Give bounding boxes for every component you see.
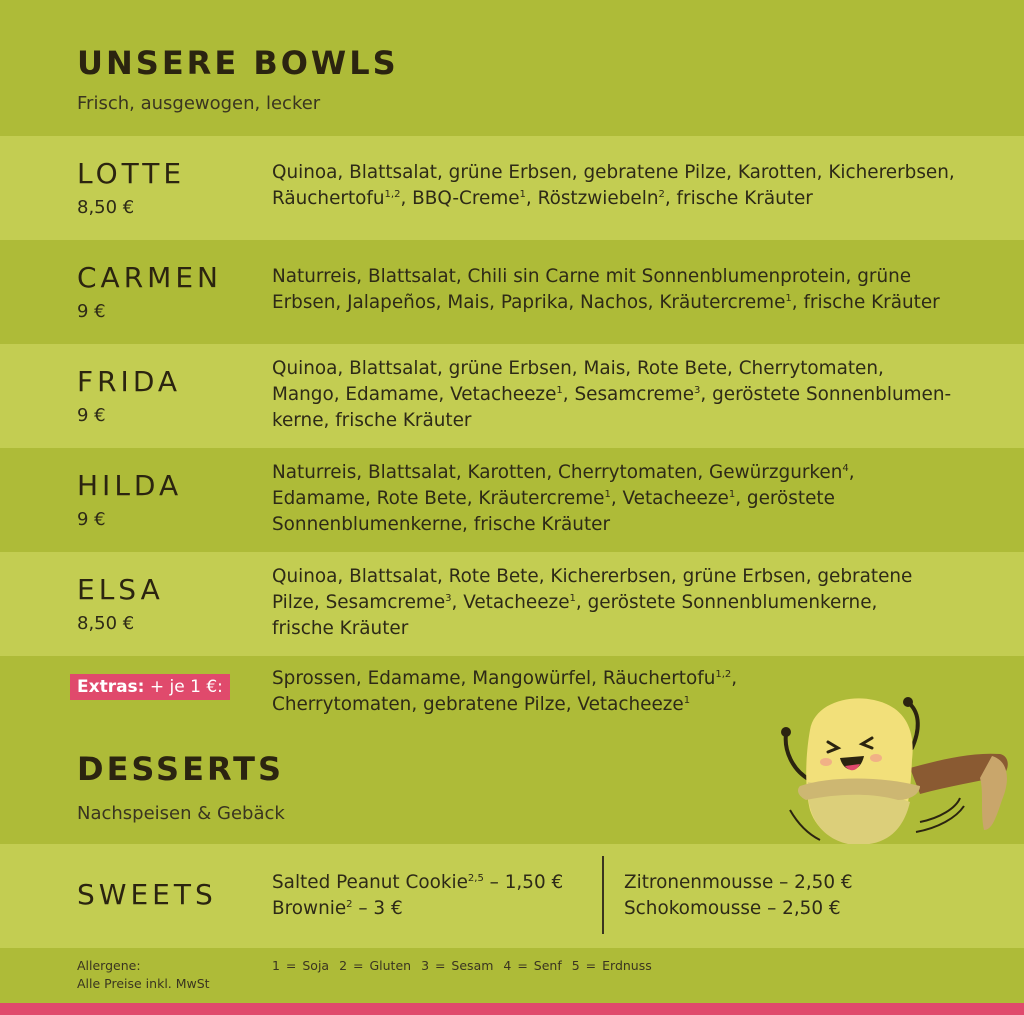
text-segment: kerne, frische Kräuter [272,410,472,431]
allergen-item: 3 = Sesam [421,958,494,973]
bowl-ingredients [272,356,1002,434]
allergen-item: 5 = Erdnuss [571,958,652,973]
allergen-footnote: 1,2 [384,188,401,200]
text-segment: , geröstete [735,488,835,509]
ingredient-line [272,356,1002,382]
text-segment: Naturreis, Blattsalat, Karotten, Cherrytomaten, Gewürzgurken [272,462,843,483]
text-segment: Mango, Edamame, Vetacheeze [272,384,557,405]
bottom-accent-bar [0,1003,1024,1015]
allergen-footnote: 1 [556,384,563,396]
text-segment: Schokomousse – 2,50 € [624,898,841,919]
text-segment: Sonnenblumenkerne, frische Kräuter [272,514,611,535]
text-segment: Salted Peanut Cookie [272,872,468,893]
extras-label: Extras: [77,677,145,697]
text-segment: Quinoa, Blattsalat, grüne Erbsen, Mais, Rote Bete, Cherrytomaten, [272,358,884,379]
sweets-row [0,844,1024,948]
allergen-footnote: 1 [569,592,576,604]
text-segment: , Vetacheeze [451,592,570,613]
allergen-notes [77,957,210,993]
extras-badge [70,674,230,700]
allergen-item: 1 = Soja [272,958,330,973]
text-segment: Naturreis, Blattsalat, Chili sin Carne mit Sonnenblumenprotein, grüne [272,266,912,287]
text-segment: , frische Kräuter [791,292,940,313]
ingredient-line [272,382,1002,408]
bowl-price: 8,50 € [77,197,135,218]
sweets-name: SWEETS [77,878,217,911]
text-segment: , geröstete Sonnenblumen- [700,384,952,405]
allergen-footnote: 1 [519,188,526,200]
sweet-item-line [272,896,563,922]
allergen-list [272,957,662,975]
text-segment: , BBQ-Creme [400,188,520,209]
text-segment: Quinoa, Blattsalat, Rote Bete, Kichererbsen, grüne Erbsen, gebratene [272,566,913,587]
bowl-name: LOTTE [77,157,186,190]
ingredient-line [272,186,1002,212]
text-segment: , Sesamcreme [562,384,695,405]
allergen-footnote: 2 [658,188,665,200]
bowl-row [0,344,1024,448]
allergen-footnote: 1,2 [715,668,732,680]
bowl-price: 9 € [77,405,106,426]
bowls-title: UNSERE BOWLS [77,44,399,82]
dancing-potato-mascot-icon [770,690,1020,850]
bowl-name: ELSA [77,573,164,606]
text-segment: Zitronenmousse – 2,50 € [624,872,853,893]
sweets-right-column [624,870,853,922]
bowl-row [0,448,1024,552]
text-segment: – 3 € [352,898,403,919]
text-segment: , Röstzwiebeln [525,188,659,209]
sweet-item-line [624,870,853,896]
ingredient-line [272,160,1002,186]
text-segment: , frische Kräuter [664,188,813,209]
allergen-footnote: 2 [346,898,353,910]
allergen-footnote: 2,5 [467,872,484,884]
allergen-footnote: 4 [842,462,849,474]
ingredient-line [272,616,1002,642]
ingredient-line [272,408,1002,434]
bowl-price: 9 € [77,301,106,322]
bowl-name: FRIDA [77,365,182,398]
bowl-row [0,240,1024,344]
text-segment: Sprossen, Edamame, Mangowürfel, Räuchertofu [272,668,716,689]
sweet-item-line [624,896,853,922]
bowl-row [0,552,1024,656]
text-segment: Quinoa, Blattsalat, grüne Erbsen, gebratene Pilze, Karotten, Kichererbsen, [272,162,955,183]
text-segment: Brownie [272,898,347,919]
allergen-footnote: 3 [445,592,452,604]
allergen-footnote: 1 [728,488,736,500]
bowls-header [77,44,399,116]
text-segment: Erbsen, Jalapeños, Mais, Paprika, Nachos, Kräutercreme [272,292,786,313]
allergen-footnote: 3 [694,384,701,396]
bowl-row [0,136,1024,240]
bowl-price: 8,50 € [77,613,135,634]
allergen-item: 2 = Gluten [339,958,412,973]
bowls-subtitle: Frisch, ausgewogen, lecker [77,93,321,114]
text-segment: , [848,462,855,483]
extras-line [272,666,992,692]
ingredient-line [272,590,1002,616]
text-segment: frische Kräuter [272,618,409,639]
text-segment: – 1,50 € [483,872,564,893]
bowl-ingredients [272,264,1002,316]
sweets-divider [602,856,604,934]
price-note: Alle Preise inkl. MwSt [77,976,210,991]
text-segment: Pilze, Sesamcreme [272,592,446,613]
text-segment: , geröstete Sonnenblumenkerne, [575,592,878,613]
allergen-footnote: 1 [604,488,611,500]
ingredient-line [272,290,1002,316]
ingredient-line [272,564,1002,590]
desserts-title: DESSERTS [77,750,285,788]
allergen-footnote: 1 [683,694,691,706]
bowl-name: CARMEN [77,261,222,294]
bowl-ingredients [272,460,1002,538]
bowl-ingredients [272,160,1002,212]
ingredient-line [272,486,1002,512]
allergen-footnote: 1 [785,292,792,304]
allergen-label: Allergene: [77,958,141,973]
desserts-subtitle: Nachspeisen & Gebäck [77,803,285,824]
bowl-price: 9 € [77,509,106,530]
bowl-name: HILDA [77,469,183,502]
extras-suffix: + je 1 €: [149,677,223,697]
text-segment: Edamame, Rote Bete, Kräutercreme [272,488,605,509]
allergen-item: 4 = Senf [503,958,562,973]
sweet-item-line [272,870,563,896]
sweets-left-column [272,870,563,922]
text-segment: Cherrytomaten, gebratene Pilze, Vetacheeze [272,694,684,715]
text-segment: , Vetacheeze [610,488,729,509]
ingredient-line [272,512,1002,538]
text-segment: Räuchertofu [272,188,385,209]
text-segment: , [731,668,738,689]
desserts-header [77,750,285,826]
ingredient-line [272,264,1002,290]
bowl-ingredients [272,564,1002,642]
ingredient-line [272,460,1002,486]
